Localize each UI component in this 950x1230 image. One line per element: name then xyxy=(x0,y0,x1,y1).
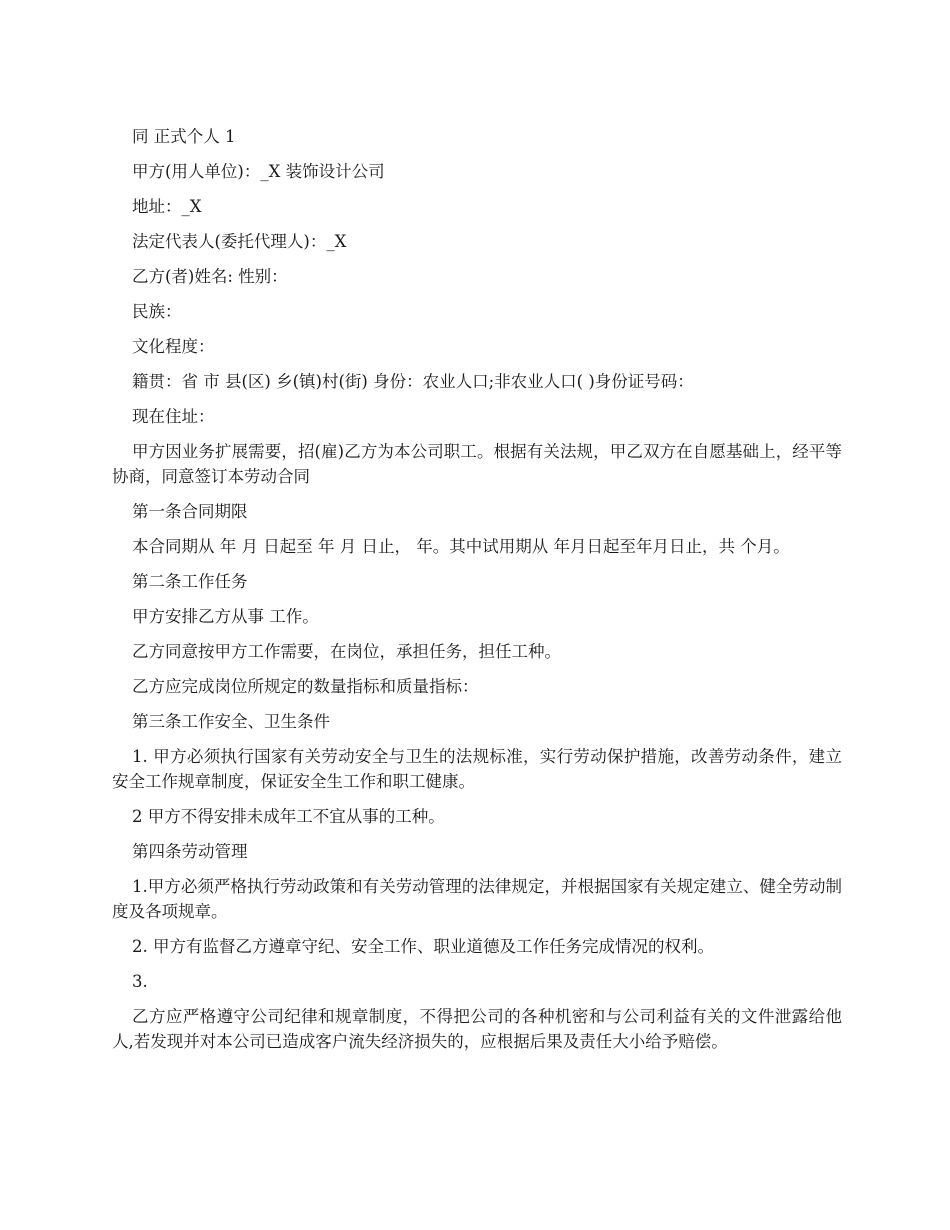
article-1-heading: 第一条合同期限 xyxy=(132,502,248,521)
contract-body xyxy=(112,124,842,1064)
education-line: 文化程度： xyxy=(132,337,215,356)
article-2-text-1: 甲方安排乙方从事 工作。 xyxy=(132,607,319,626)
legal-representative-line: 法定代表人(委托代理人)：_X xyxy=(132,232,347,251)
article-2-heading: 第二条工作任务 xyxy=(132,572,248,591)
party-a-line: 甲方(用人单位)：_X 装饰设计公司 xyxy=(132,162,385,181)
article-1-text: 本合同期从 年 月 日起至 年 月 日止， 年。其中试用期从 年月日起至年月日止，共 个月。 xyxy=(132,537,790,556)
party-b-name-line: 乙方(者)姓名: 性别： xyxy=(132,267,288,286)
article-4-item-2: 2. 甲方有监督乙方遵章守纪、安全工作、职业道德及工作任务完成情况的权利。 xyxy=(132,937,714,956)
article-4-item-1: 1.甲方必须严格执行劳动政策和有关劳动管理的法律规定，并根据国家有关规定建立、健全劳动制度及各项规章。 xyxy=(112,877,842,921)
article-4-item-3: 3. xyxy=(132,972,148,991)
article-4-item-3-text: 乙方应严格遵守公司纪律和规章制度，不得把公司的各种机密和与公司利益有关的文件泄露给他人,若发现并对本公司已造成客户流失经济损失的，应根据后果及责任大小给予赔偿。 xyxy=(112,1007,842,1051)
article-2-text-2: 乙方同意按甲方工作需要，在岗位，承担任务，担任工种。 xyxy=(132,642,561,661)
native-place-line: 籍贯：省 市 县(区) 乡(镇)村(街) 身份：农业人口;非农业人口( )身份证号码： xyxy=(132,372,694,391)
address-line: 地址：_X xyxy=(132,197,202,216)
preamble-paragraph: 甲方因业务扩展需要，招(雇)乙方为本公司职工。根据有关法规，甲乙双方在自愿基础上，经平等协商，同意签订本劳动合同 xyxy=(112,442,842,486)
article-4-heading: 第四条劳动管理 xyxy=(132,842,248,861)
ethnicity-line: 民族： xyxy=(132,302,182,321)
article-3-item-1: 1. 甲方必须执行国家有关劳动安全与卫生的法规标准，实行劳动保护措施，改善劳动条件，建立安全工作规章制度，保证安全生工作和职工健康。 xyxy=(112,747,842,791)
article-3-item-2: 2 甲方不得安排未成年工不宜从事的工种。 xyxy=(132,807,445,826)
current-address-line: 现在住址： xyxy=(132,407,215,426)
doc-title: 同 正式个人 1 xyxy=(132,127,236,146)
article-3-heading: 第三条工作安全、卫生条件 xyxy=(132,712,330,731)
article-2-text-3: 乙方应完成岗位所规定的数量指标和质量指标： xyxy=(132,677,479,696)
